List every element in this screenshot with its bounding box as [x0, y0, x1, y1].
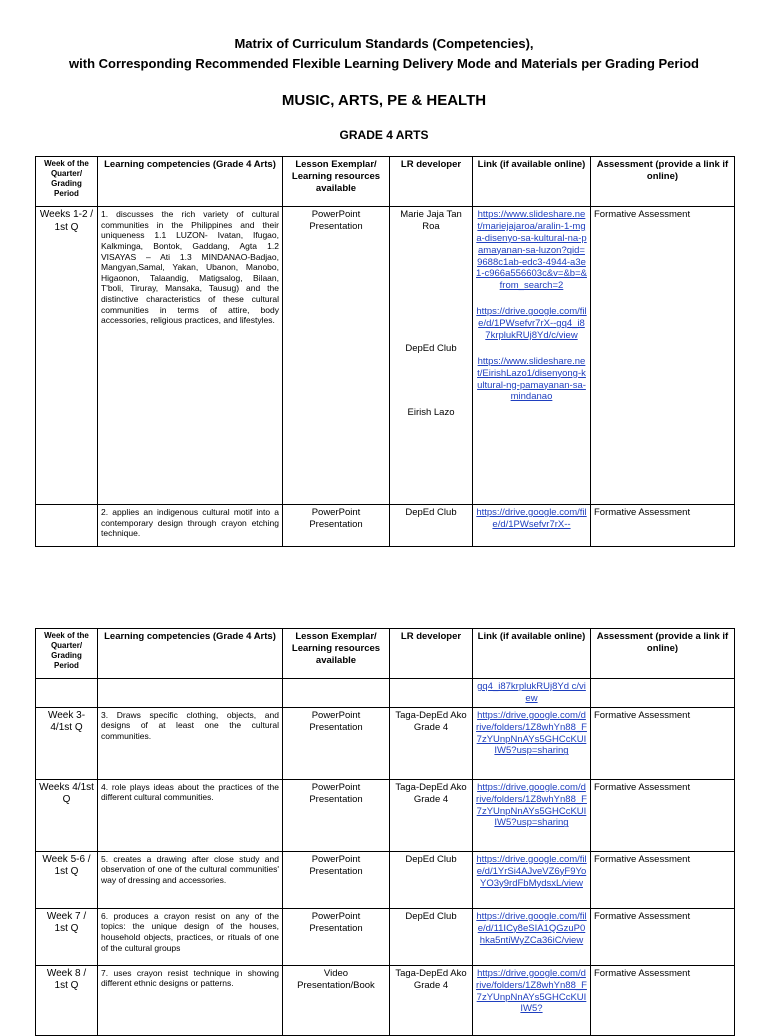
col-header-link: Link (if available online) [473, 629, 591, 679]
developer-cell: Taga-DepEd Ako Grade 4 [390, 707, 473, 779]
resource-link[interactable]: https://drive.google.com/file/d/1PWsefvr7rX-- [476, 507, 587, 530]
col-header-competencies: Learning competencies (Grade 4 Arts) [98, 157, 283, 207]
assessment-cell: Formative Assessment [591, 851, 735, 908]
table-row [36, 207, 735, 505]
col-header-link: Link (if available online) [473, 157, 591, 207]
col-header-developer: LR developer [390, 629, 473, 679]
table-row-continuation [36, 679, 735, 708]
curriculum-matrix-table-1 [35, 156, 735, 547]
table-header-row [36, 629, 735, 679]
link-cell [473, 779, 591, 851]
resource-link[interactable]: https://www.slideshare.net/mariejajaroa/aralin-1-mga-disenyo-sa-kultural-na-pamayanan-sa-luzon?qid=9688c1ab-edc3-4944-a3e1-c966a556603c&v=&b=&from_search=2 [476, 209, 587, 292]
grade-heading: GRADE 4 ARTS [339, 128, 429, 142]
lesson-cell: PowerPoint Presentation [283, 851, 390, 908]
link-cell [473, 679, 591, 708]
week-cell: Week 3- 4/1st Q [36, 707, 98, 779]
table-row [36, 965, 735, 1035]
week-cell: Week 7 / 1st Q [36, 908, 98, 965]
week-cell: Weeks 1-2 / 1st Q [36, 207, 98, 505]
developer-name: Marie Jaja Tan Roa [400, 209, 462, 232]
week-cell: Week 8 / 1st Q [36, 965, 98, 1035]
developer-cell: DepEd Club [390, 851, 473, 908]
lesson-cell: PowerPoint Presentation [283, 505, 390, 547]
table-row [36, 707, 735, 779]
assessment-cell: Formative Assessment [591, 908, 735, 965]
developer-cell: DepEd Club [390, 505, 473, 547]
assessment-cell: Formative Assessment [591, 779, 735, 851]
link-cell [473, 908, 591, 965]
competency-cell: 1. discusses the rich variety of cultural communities in the Philippines and their uniqueness 1.1 LUZON- Ivatan, Ifugao, Kalkminga, Bontok, Gaddang, Agta 1.2 VISAYAS – Ati 1.3 MINDANAO-Badjao, Mangyan,Samal, Yakan, Ubanon, Manobo, Higaonon, Talaandig, Matigsalog, Bilaan, T'boli, Tiruray, Mansaka, Tausug) and the distinctive characteristics of these cultural communities in terms of attire, body accessories, religious practices, and lifestyles. [98, 207, 283, 505]
link-cell [473, 505, 591, 547]
table-row [36, 505, 735, 547]
resource-link[interactable]: https://drive.google.com/file/d/1YrSi4AJveVZ6yF9YoYO3y9rdFbMydsxL/view [476, 853, 587, 889]
subject-heading: MUSIC, ARTS, PE & HEALTH [281, 92, 487, 109]
link-cell [473, 965, 591, 1035]
competency-cell: 7. uses crayon resist technique in showing different ethnic designs or patterns. [98, 965, 283, 1035]
developer-cell: Taga-DepEd Ako Grade 4 [390, 965, 473, 1035]
table-row [36, 779, 735, 851]
developer-name: DepEd Club [405, 342, 457, 354]
lesson-cell: PowerPoint Presentation [283, 908, 390, 965]
col-header-developer: LR developer [390, 157, 473, 207]
link-cell [473, 707, 591, 779]
week-cell: Weeks 4/1st Q [36, 779, 98, 851]
col-header-week: Week of the Quarter/ Grading Period [36, 157, 98, 207]
col-header-week: Week of the Quarter/ Grading Period [36, 629, 98, 679]
curriculum-matrix-table-2 [35, 628, 735, 1036]
developer-name: Eirish Lazo [407, 406, 455, 418]
developer-cell: Taga-DepEd Ako Grade 4 [390, 779, 473, 851]
table-header-row [36, 157, 735, 207]
resource-link[interactable]: gq4_i87krplukRUj8Yd c/view [477, 681, 586, 704]
developer-cell [390, 207, 473, 505]
resource-link[interactable]: https://www.slideshare.net/EirishLazo1/disenyong-kultural-ng-pamayanan-sa-mindanao [477, 355, 586, 403]
competency-cell: 2. applies an indigenous cultural motif into a contemporary design through crayon etching technique. [98, 505, 283, 547]
link-cell [473, 207, 591, 505]
col-header-assessment: Assessment (provide a link if online) [591, 629, 735, 679]
week-cell: Week 5-6 / 1st Q [36, 851, 98, 908]
lesson-cell: PowerPoint Presentation [283, 207, 390, 505]
competency-cell: 6. produces a crayon resist on any of the topics: the unique design of the houses, household objects, practices, or rituals of one of the cultural groups [98, 908, 283, 965]
link-cell [473, 851, 591, 908]
lesson-cell: Video Presentation/Book [283, 965, 390, 1035]
table-row [36, 851, 735, 908]
assessment-cell: Formative Assessment [591, 965, 735, 1035]
resource-link[interactable]: https://drive.google.com/drive/folders/1Z8whYn88_F7zYUnpNnAYs5GHCcKUIIW5?usp=sharing [476, 709, 587, 757]
resource-link[interactable]: https://drive.google.com/drive/folders/1Z8whYn88_F7zYUnpNnAYs5GHCcKUIIW5? [476, 967, 587, 1015]
lesson-cell: PowerPoint Presentation [283, 779, 390, 851]
document-title-line-2: with Corresponding Recommended Flexible Learning Delivery Mode and Materials per Grading Period [69, 56, 699, 71]
col-header-lesson: Lesson Exemplar/ Learning resources available [283, 629, 390, 679]
competency-cell: 3. Draws specific clothing, objects, and designs of at least one the cultural communities. [98, 707, 283, 779]
col-header-lesson: Lesson Exemplar/ Learning resources available [283, 157, 390, 207]
lesson-cell: PowerPoint Presentation [283, 707, 390, 779]
col-header-competencies: Learning competencies (Grade 4 Arts) [98, 629, 283, 679]
assessment-cell: Formative Assessment [591, 707, 735, 779]
col-header-assessment: Assessment (provide a link if online) [591, 157, 735, 207]
competency-cell: 5. creates a drawing after close study and observation of one of the cultural communities' way of dressing and accessories. [98, 851, 283, 908]
table-row [36, 908, 735, 965]
resource-link[interactable]: https://drive.google.com/file/d/11ICy8eSIA1QGzuP0hka5ntiWyZCa36iC/view [476, 910, 587, 946]
assessment-cell: Formative Assessment [591, 505, 735, 547]
resource-link[interactable]: https://drive.google.com/file/d/1PWsefvr7rX--gq4_i87krplukRUj8Yd/c/view [476, 306, 587, 341]
document-title-line-1: Matrix of Curriculum Standards (Competencies), [234, 36, 534, 51]
week-cell [36, 505, 98, 547]
assessment-cell: Formative Assessment [591, 207, 735, 505]
developer-cell: DepEd Club [390, 908, 473, 965]
competency-cell: 4. role plays ideas about the practices of the different cultural communities. [98, 779, 283, 851]
resource-link[interactable]: https://drive.google.com/drive/folders/1Z8whYn88_F7zYUnpNnAYs5GHCcKUIIW5?usp=sharing [476, 781, 587, 829]
